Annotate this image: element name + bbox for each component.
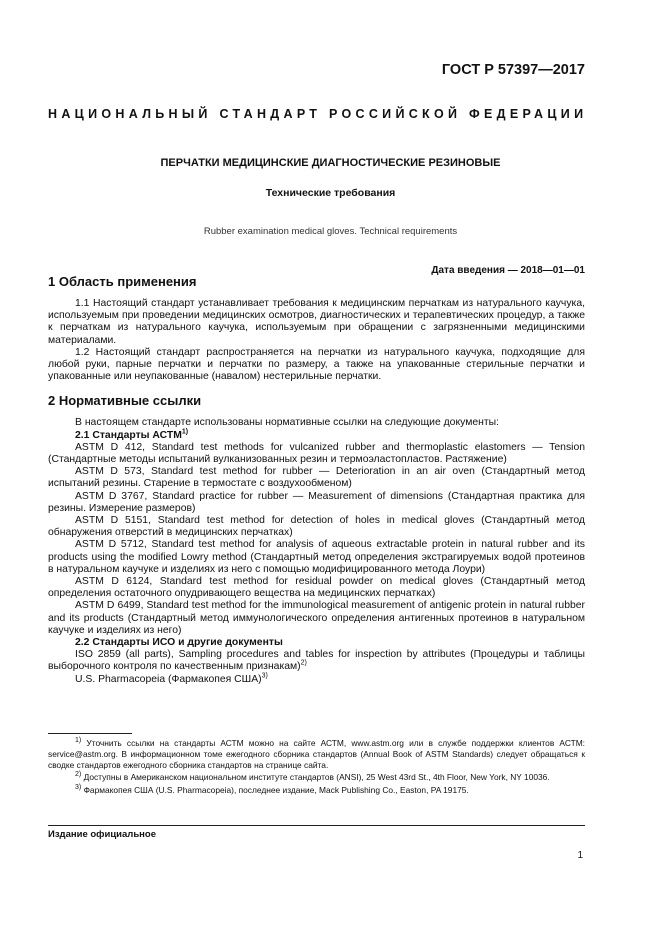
footnote [48, 785, 585, 796]
astm-ref: ASTM D 6124, Standard test method for residual powder on medical gloves (Стандартный метод определения остаточного опудривающего вещества на медицинских перчатках) [48, 576, 585, 600]
document-subtitle: Технические требования [265, 187, 396, 199]
page-number: 1 [577, 850, 583, 861]
document-body [48, 274, 585, 686]
footnote-mark: 2) [75, 771, 82, 779]
footnotes [48, 738, 585, 798]
astm-ref: ASTM D 6499, Standard test method for the immunological measurement of antigenic protein in natural rubber and its products (Стандартный метод иммунологического определения антигенных протеинов в натуральном каучуке и изделиях из него) [48, 600, 585, 636]
section-1-heading: 1 Область применения [48, 274, 197, 289]
usp-ref [48, 674, 585, 686]
iso-ref [48, 649, 585, 673]
footnote-text: Доступны в Американском национальном институте стандартов (ANSI), 25 West 43rd St., 4th Floor, New York, NY 10036. [83, 772, 550, 783]
footnote-separator [48, 733, 132, 734]
introduction-date: Дата введения — 2018—01—01 [431, 265, 585, 276]
national-standard-banner: НАЦИОНАЛЬНЫЙ СТАНДАРТ РОССИЙСКОЙ ФЕДЕРАЦИИ [48, 107, 588, 121]
footnote-mark: 3) [75, 784, 82, 792]
standard-code: ГОСТ Р 57397—2017 [441, 62, 585, 78]
section-2-intro: В настоящем стандарте использованы нормативные ссылки на следующие документы: [75, 417, 499, 429]
footnote-text: Уточнить ссылки на стандарты АСТМ можно на сайте АСТМ, www.astm.org или в службе поддержки клиентов АСТМ: service@astm.org. В информационном томе ежегодного сборника стандартов (Annual Book of ASTM Standards) следует обращаться к сводке стандартов ежегодного сборника стандартов на странице сайта. [48, 738, 586, 770]
subsection-2-2-heading: 2.2 Стандарты ИСО и другие документы [75, 637, 283, 649]
astm-ref: ASTM D 3767, Standard practice for rubber — Measurement of dimensions (Стандартная практика для резины. Измерение размеров) [48, 490, 585, 514]
astm-ref: ASTM D 5712, Standard test method for analysis of aqueous extractable protein in natural rubber and its products using the modified Lowry method (Стандартный метод определения экстрагируемых водой протеинов в натуральном каучуке и изделиях из него с помощью модифицированного метода Лоури) [48, 539, 585, 575]
iso-ref-text: ISO 2859 (all parts), Sampling procedures and tables for inspection by attributes (Процедуры и таблицы выборочного контроля по качественным признакам) [48, 649, 585, 673]
footnote-mark: 1) [75, 737, 82, 745]
official-edition-label: Издание официальное [48, 829, 156, 840]
footnote-ref-3: 3) [261, 672, 268, 680]
footnote [48, 772, 585, 783]
subsection-2-1-title: 2.1 Стандарты АСТМ [75, 429, 182, 441]
subsection-2-1-heading [48, 430, 585, 442]
footnote [48, 738, 585, 770]
footnote-ref-2: 2) [300, 660, 307, 668]
paragraph-1-1: 1.1 Настоящий стандарт устанавливает требования к медицинским перчаткам из натурального каучука, используемым при проведении медицинских осмотров, диагностических и терапевтических процедур, а также к перчаткам из натурального каучука, используемым при обращении с загрязненными медицинскими материалами. [48, 298, 585, 346]
section-2-heading: 2 Нормативные ссылки [48, 393, 202, 409]
document-title: ПЕРЧАТКИ МЕДИЦИНСКИЕ ДИАГНОСТИЧЕСКИЕ РЕЗИНОВЫЕ [160, 157, 501, 169]
footnote-text: Фармакопея США (U.S. Pharmacopeia), последнее издание, Mack Publishing Co., Easton, PA 19175. [83, 785, 469, 796]
astm-ref: ASTM D 573, Standard test method for rubber — Deterioration in an air oven (Стандартный метод испытаний резины. Старение в термостате с воздухообменом) [48, 466, 585, 490]
english-title: Rubber examination medical gloves. Technical requirements [203, 226, 458, 237]
usp-ref-text: U.S. Pharmacopeia (Фармакопея США) [75, 673, 262, 685]
paragraph-1-2: 1.2 Настоящий стандарт распространяется на перчатки из натурального каучука, подходящие для любой руки, парные перчатки и перчатки по размеру, а также на упакованные стерильные перчатки и упакованные или неупакованные (навалом) нестерильные перчатки. [48, 346, 585, 383]
astm-ref: ASTM D 5151, Standard test method for detection of holes in medical gloves (Стандартный метод обнаружения отверстий в медицинских перчатках) [48, 515, 585, 539]
edition-separator [48, 825, 585, 826]
astm-ref: ASTM D 412, Standard test methods for vulcanized rubber and thermoplastic elastomers — Tension (Стандартные методы испытаний вулканизованных резин и термоэластопластов. Растяжение) [48, 441, 585, 466]
footnote-ref-1: 1) [181, 428, 189, 436]
